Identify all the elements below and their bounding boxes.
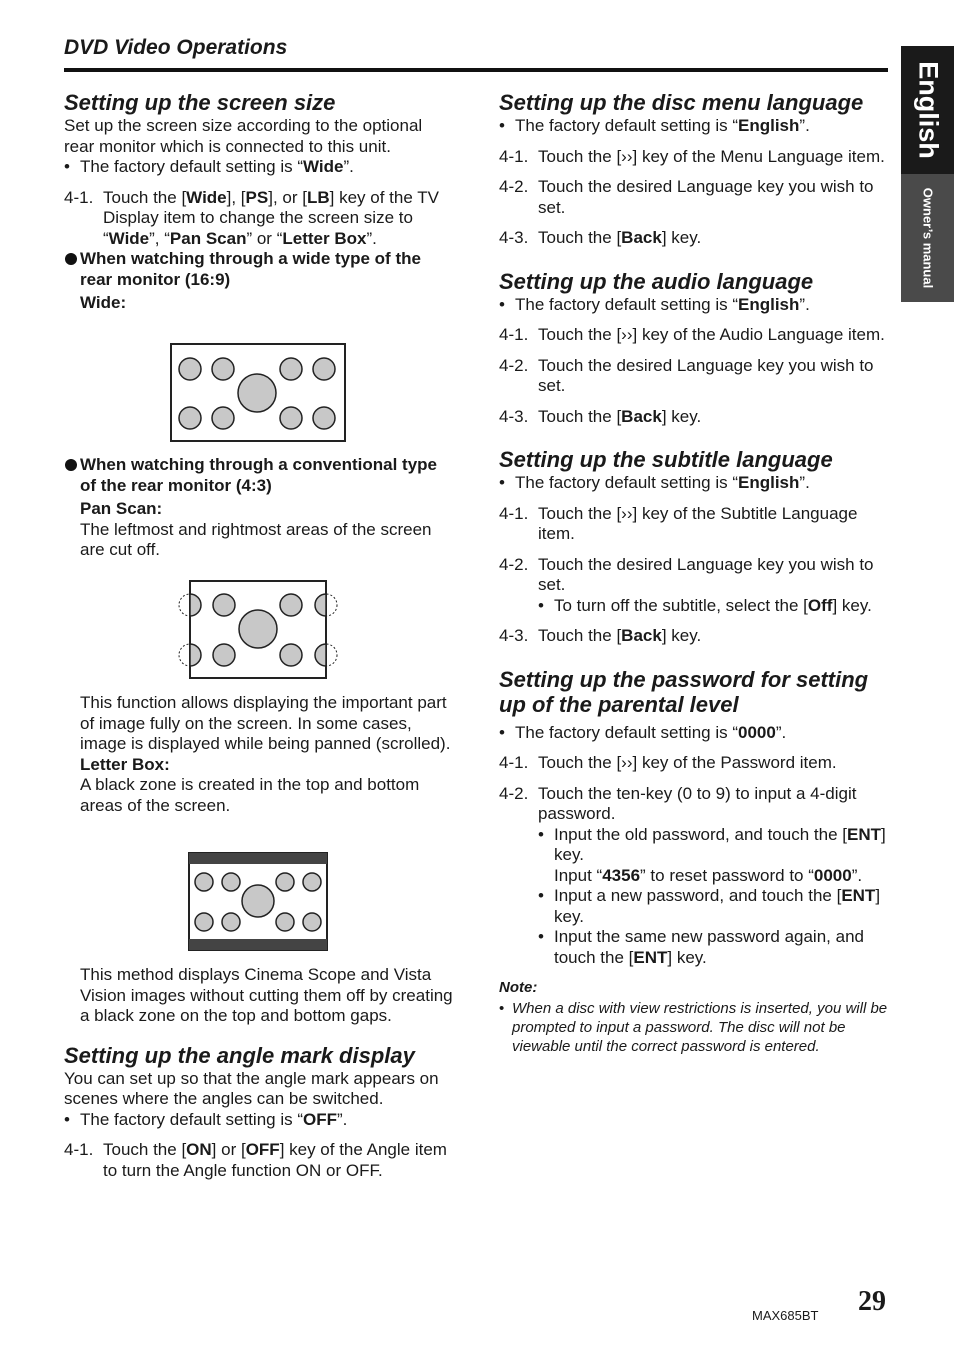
section-title: DVD Video Operations: [64, 36, 288, 59]
wide-screen-figure: [170, 343, 346, 442]
wide-circle: [179, 407, 201, 429]
subtitle-step-2-sub: • To turn off the subtitle, select the [Off] key.: [499, 596, 891, 617]
pan-scan-label: Pan Scan:: [80, 499, 163, 518]
wide-circle-center: [238, 374, 276, 412]
letter-box-circle: [195, 913, 213, 931]
wide-circle: [179, 358, 201, 380]
angle-intro: You can set up so that the angle mark appears on scenes where the angles can be switched.: [64, 1068, 439, 1108]
subtitle-step-1: 4-1. Touch the [››] key of the Subtitle Language item.: [499, 503, 858, 543]
letter-box-circle: [195, 873, 213, 891]
angle-default: • The factory default setting is “OFF”.: [64, 1110, 456, 1131]
next-arrow-icon: ››: [621, 146, 633, 166]
screen-size-default: • The factory default setting is “Wide”.: [64, 157, 456, 178]
letter-box-circle: [222, 873, 240, 891]
wide-circle: [212, 358, 234, 380]
tab-language-label: English: [913, 61, 944, 159]
next-arrow-icon: ››: [621, 325, 633, 344]
disc-menu-heading: Setting up the disc menu language: [499, 90, 864, 115]
pan-scan-circle: [280, 644, 302, 666]
letter-box-label: Letter Box:: [80, 754, 170, 774]
screen-size-heading: Setting up the screen size: [64, 90, 336, 115]
audio-step-3: 4-3. Touch the [Back] key.: [499, 406, 702, 426]
password-bullet-2: • Input a new password, and touch the [ENT] key.: [499, 886, 891, 927]
right-column: [499, 90, 891, 1056]
subtitle-step-3: 4-3. Touch the [Back] key.: [499, 626, 702, 645]
disc-menu-step-1: 4-1. Touch the [››] key of the Menu Language item.: [499, 146, 885, 166]
letter-box-circle-center: [242, 885, 274, 917]
letter-box-top-bar: [189, 853, 327, 864]
password-step-2: 4-2. Touch the ten-key (0 to 9) to input a 4-digit password.: [499, 783, 857, 823]
subtitle-step-2: 4-2. Touch the desired Language key you wish to set.: [499, 554, 874, 594]
screen-size-step: 4-1. Touch the [Wide], [PS], or [LB] key of the TV Display item to change the screen size to “Wide”, “Pan Scan” or “Letter Box”.: [64, 187, 439, 248]
audio-heading: Setting up the audio language: [499, 268, 814, 294]
audio-default: • The factory default setting is “English”.: [499, 295, 891, 316]
letter-box-circle: [276, 913, 294, 931]
left-column-3: [64, 693, 456, 816]
letter-box-desc: A black zone is created in the top and bottom areas of the screen.: [80, 775, 420, 815]
left-column-4: [64, 965, 456, 1181]
wide-circle: [212, 407, 234, 429]
wide-circle: [313, 358, 335, 380]
disc-menu-step-3: 4-3. Touch the [Back] key.: [499, 228, 702, 247]
wide-heading: When watching through a wide type of the rear monitor (16:9): [64, 249, 456, 290]
screen-size-intro: Set up the screen size according to the optional rear monitor which is connected to this unit.: [64, 116, 423, 156]
angle-heading: Setting up the angle mark display: [64, 1042, 415, 1068]
pan-scan-desc: The leftmost and rightmost areas of the screen are cut off.: [80, 519, 432, 559]
letter-box-circle: [276, 873, 294, 891]
wide-circle: [313, 407, 335, 429]
disc-menu-step-2: 4-2. Touch the desired Language key you wish to set.: [499, 177, 874, 217]
subtitle-heading: Setting up the subtitle language: [499, 447, 833, 472]
password-step-1: 4-1. Touch the [››] key of the Password item.: [499, 753, 837, 772]
password-bullet-1: • Input the old password, and touch the [ENT] key. Input “4356” to reset password to “0000”.: [499, 825, 891, 887]
wide-circle: [280, 407, 302, 429]
left-column-2: [64, 455, 456, 561]
left-column: [64, 90, 456, 314]
password-bullet-3: • Input the same new password again, and touch the [ENT] key.: [499, 927, 891, 968]
pan-scan-note: This function allows displaying the important part of image fully on the screen. In some cases, image is displayed while being panned (scrolled).: [80, 693, 451, 753]
pan-scan-circle: [213, 594, 235, 616]
letter-box-circle: [222, 913, 240, 931]
model-number: MAX685BT: [752, 1308, 819, 1323]
disc-menu-default: • The factory default setting is “English”.: [499, 116, 891, 137]
header-rule: [64, 68, 888, 72]
letter-box-figure: [188, 852, 328, 951]
angle-step: 4-1. Touch the [ON] or [OFF] key of the Angle item to turn the Angle function ON or OFF.: [64, 1140, 447, 1180]
letter-box-circle: [303, 913, 321, 931]
letter-box-circle: [303, 873, 321, 891]
password-heading: Setting up the password for setting up of the parental level: [499, 666, 869, 717]
audio-step-2: 4-2. Touch the desired Language key you wish to set.: [499, 355, 874, 395]
password-default: • The factory default setting is “0000”.: [499, 723, 891, 744]
pan-scan-figure: [177, 580, 339, 679]
next-arrow-icon: ››: [621, 503, 633, 523]
next-arrow-icon: ››: [621, 753, 633, 772]
pan-scan-circle-center: [239, 610, 277, 648]
pan-scan-circle: [213, 644, 235, 666]
wide-label: Wide:: [80, 293, 127, 312]
subtitle-default: • The factory default setting is “English”.: [499, 473, 891, 494]
pan-scan-circle: [280, 594, 302, 616]
letter-box-bottom-bar: [189, 939, 327, 950]
note-title: Note:: [499, 979, 538, 996]
audio-step-1: 4-1. Touch the [››] key of the Audio Language item.: [499, 325, 885, 344]
letter-box-note: This method displays Cinema Scope and Vista Vision images without cutting them off by creating a black zone on the top and bottom gaps.: [80, 965, 453, 1025]
tab-manual-label: Owner’s manual: [920, 187, 936, 289]
wide-circle: [280, 358, 302, 380]
note-body: • When a disc with view restrictions is inserted, you will be prompted to input a password. The disc will not be viewable until the correct password is entered.: [499, 999, 891, 1056]
page-number: 29: [858, 1286, 886, 1317]
conventional-heading: When watching through a conventional type of the rear monitor (4:3): [64, 455, 456, 496]
